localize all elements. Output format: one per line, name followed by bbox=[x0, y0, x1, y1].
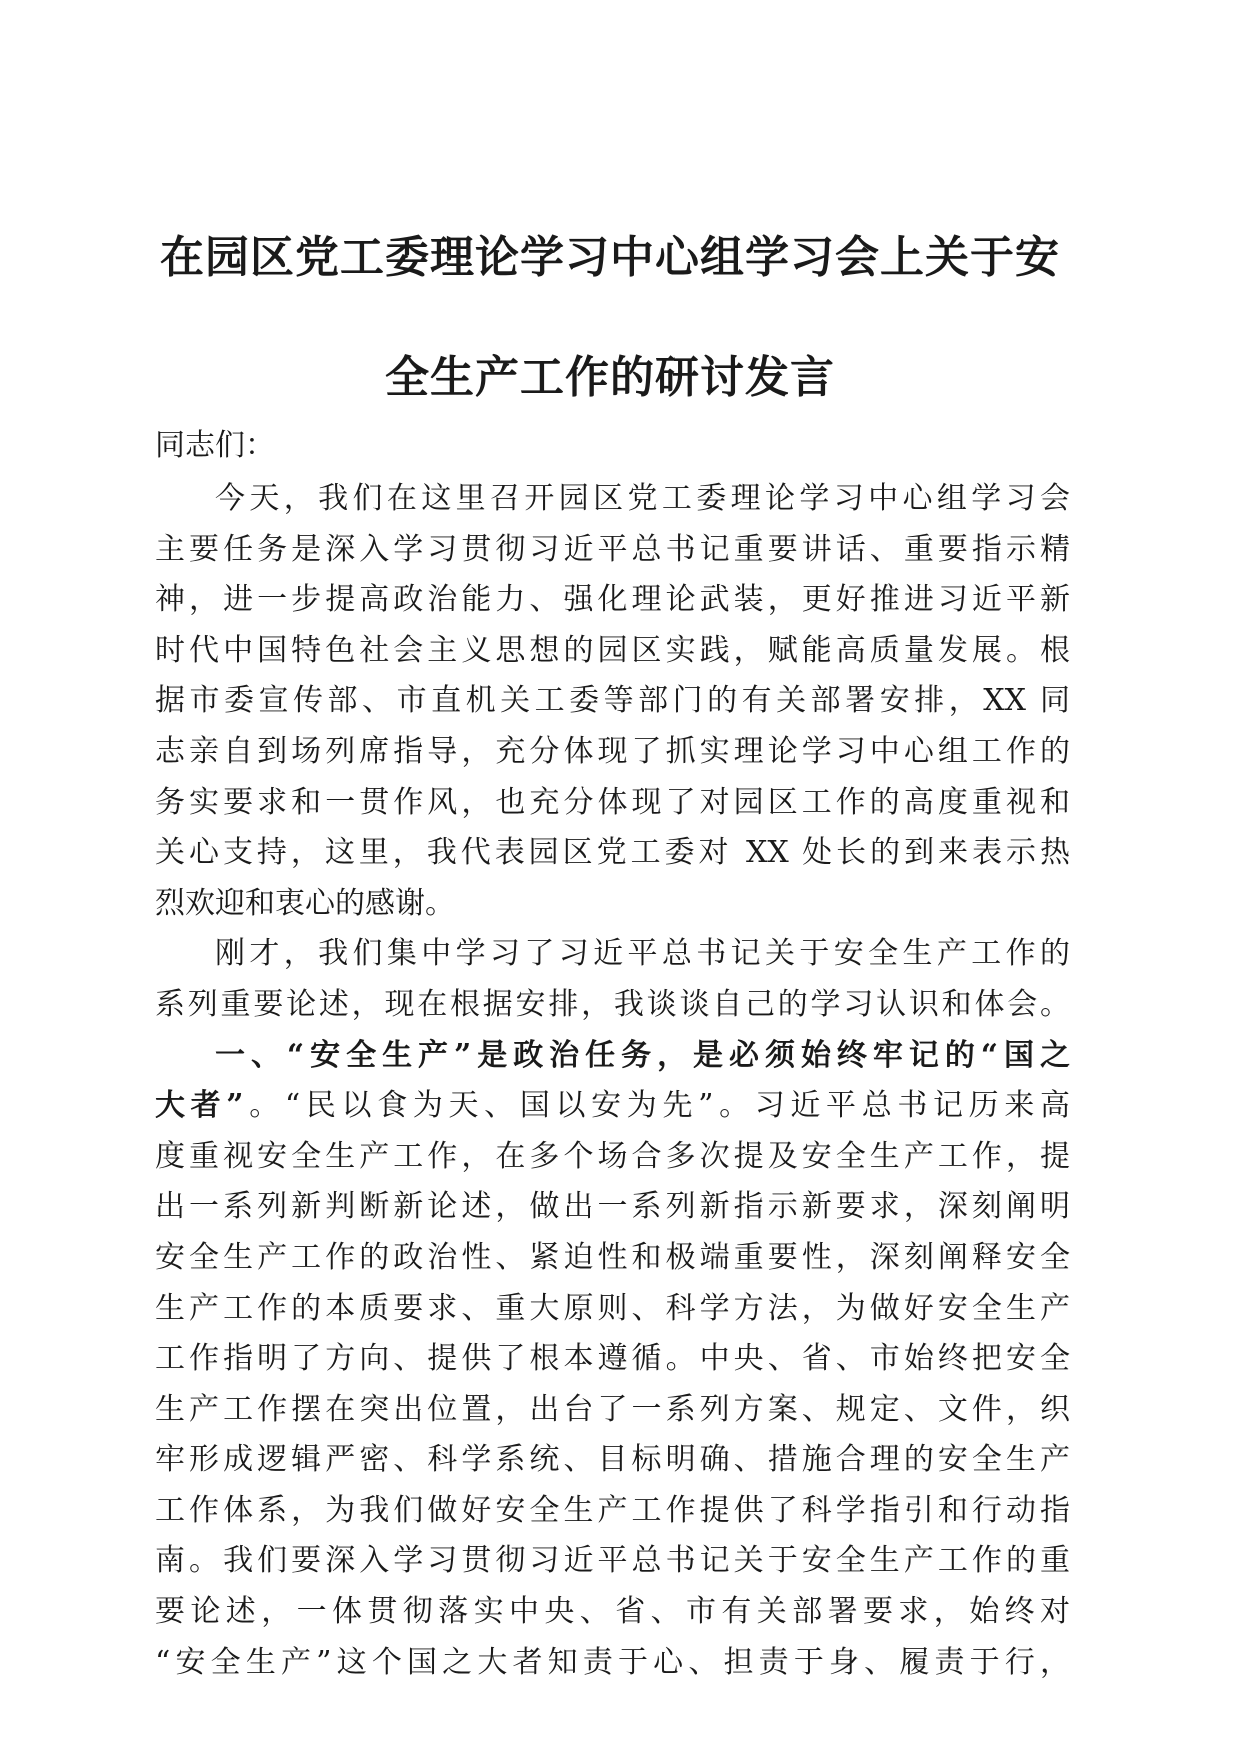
section-1-text-start: 。“民以食为天、国以安为先”。习近平总书记历来高 bbox=[243, 1088, 1070, 1124]
section-1-line: 出一系列新判断新论述，做出一系列新指示新要求，深刻阐明 bbox=[155, 1189, 1070, 1225]
paragraph-1-line: 志亲自到场列席指导，充分体现了抓实理论学习中心组工作的 bbox=[155, 733, 1070, 769]
section-1-line: 工作指明了方向、提供了根本遵循。中央、省、市始终把安全 bbox=[155, 1341, 1070, 1377]
paragraph-1-line: 据市委宣传部、市直机关工委等部门的有关部署安排，XX 同 bbox=[155, 683, 1070, 719]
paragraph-1-line: 时代中国特色社会主义思想的园区实践，赋能高质量发展。根 bbox=[155, 632, 1070, 668]
paragraph-1-line: 关心支持，这里，我代表园区党工委对 XX 处长的到来表示热 bbox=[155, 835, 1070, 871]
section-1-line: 生产工作的本质要求、重大原则、科学方法，为做好安全生产 bbox=[155, 1290, 1070, 1326]
document-title-line-1: 在园区党工委理论学习中心组学习会上关于安 bbox=[160, 232, 1060, 283]
section-1-line: 牢形成逻辑严密、科学系统、目标明确、措施合理的安全生产 bbox=[155, 1442, 1070, 1478]
paragraph-1-line: 今天，我们在这里召开园区党工委理论学习中心组学习会 bbox=[215, 481, 1070, 516]
section-1-line: 要论述，一体贯彻落实中央、省、市有关部署要求，始终对 bbox=[155, 1594, 1070, 1630]
section-1-line: 生产工作摆在突出位置，出台了一系列方案、规定、文件，织 bbox=[155, 1391, 1070, 1427]
paragraph-1-line: 主要任务是深入学习贯彻习近平总书记重要讲话、重要指示精 bbox=[155, 531, 1070, 567]
paragraph-2-line: 刚才，我们集中学习了习近平总书记关于安全生产工作的 bbox=[215, 936, 1070, 972]
section-1-line: 南。我们要深入学习贯彻习近平总书记关于安全生产工作的重 bbox=[155, 1543, 1070, 1579]
paragraph-1-line: 务实要求和一贯作风，也充分体现了对园区工作的高度重视和 bbox=[155, 784, 1070, 820]
section-1-line: 度重视安全生产工作，在多个场合多次提及安全生产工作，提 bbox=[155, 1138, 1070, 1174]
section-1-line: 安全生产工作的政治性、紧迫性和极端重要性，深刻阐释安全 bbox=[155, 1239, 1070, 1275]
paragraph-1-line: 烈欢迎和衷心的感谢。 bbox=[155, 885, 455, 921]
section-1-line: 工作体系，为我们做好安全生产工作提供了科学指引和行动指 bbox=[155, 1492, 1070, 1528]
document-body bbox=[155, 474, 1070, 1688]
section-1-heading-continuation bbox=[155, 1081, 1070, 1132]
section-1-line: “安全生产”这个国之大者知责于心、担责于身、履责于行， bbox=[155, 1644, 1070, 1680]
section-1-heading-end: 大者” bbox=[155, 1088, 244, 1124]
paragraph-2-line: 系列重要论述，现在根据安排，我谈谈自己的学习认识和体会。 bbox=[155, 986, 1070, 1022]
section-1-heading: 一、“安全生产”是政治任务，是必须始终牢记的“国之 bbox=[215, 1037, 1070, 1073]
paragraph-1-line: 神，进一步提高政治能力、强化理论武装，更好推进习近平新 bbox=[155, 582, 1070, 618]
document-title-line-2: 全生产工作的研讨发言 bbox=[385, 352, 835, 403]
salutation: 同志们： bbox=[155, 428, 275, 463]
